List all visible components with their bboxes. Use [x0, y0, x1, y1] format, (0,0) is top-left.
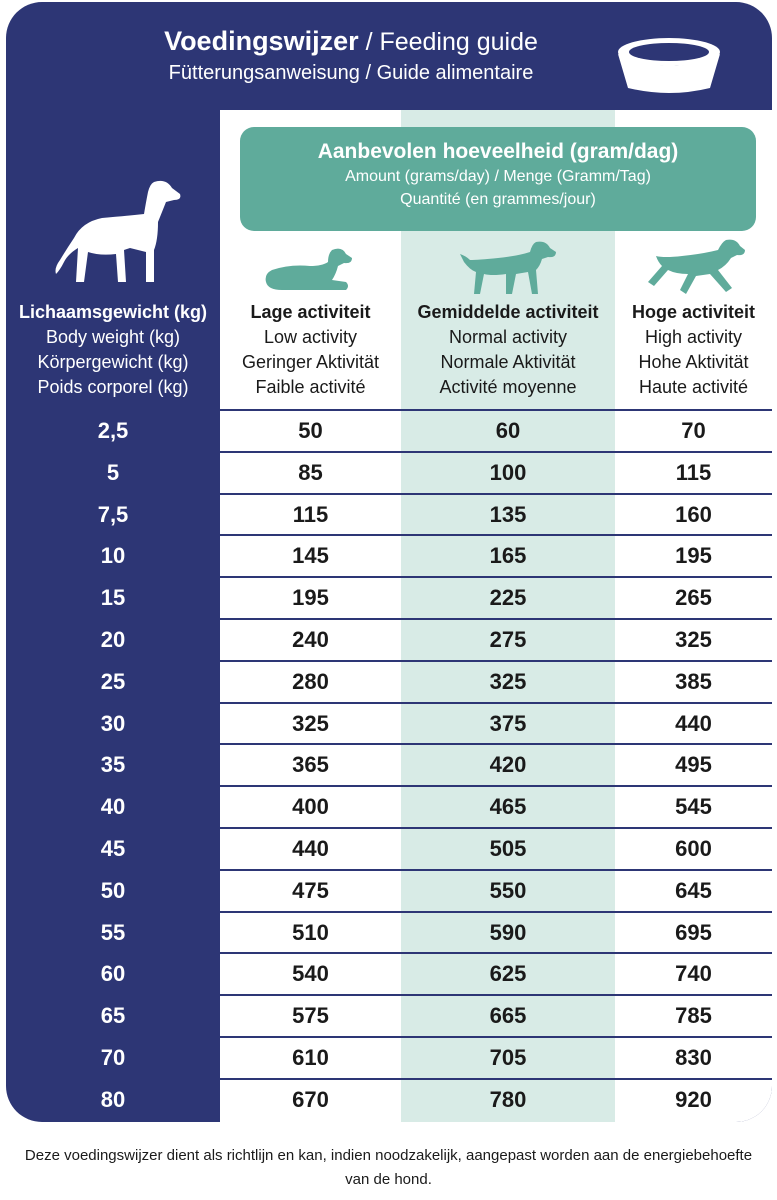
- table-row: [6, 1037, 772, 1079]
- walking-dog-icon: [458, 240, 558, 296]
- weight-cell: 25: [100, 668, 126, 694]
- low-activity-cell: 195: [292, 585, 329, 611]
- low-activity-cell: 240: [292, 627, 329, 652]
- table-row: [6, 995, 772, 1037]
- normal-activity-cell: 100: [489, 459, 527, 485]
- high-activity-cell: 195: [675, 543, 712, 569]
- normal-activity-cell: 275: [489, 627, 527, 652]
- weight-cell: 45: [100, 836, 126, 861]
- feeding-guide-card: [6, 2, 772, 1122]
- normal-activity-cell: 665: [489, 1003, 527, 1029]
- weight-header-nl: Lichaamsgewicht (kg): [18, 302, 208, 322]
- normal-activity-cell: 780: [489, 1086, 527, 1112]
- weight-cell: 10: [100, 543, 126, 569]
- weight-cell: 15: [100, 585, 126, 611]
- weight-cell: 65: [100, 1003, 126, 1029]
- normal-activity-de: Normale Aktivität: [440, 352, 576, 372]
- high-activity-cell: 830: [675, 1045, 712, 1070]
- normal-activity-cell: 325: [489, 668, 527, 694]
- low-activity-cell: 85: [298, 459, 323, 485]
- high-activity-header: [615, 300, 772, 400]
- title-block: [6, 24, 696, 87]
- weight-cell: 80: [100, 1086, 126, 1112]
- table-row: [6, 828, 772, 870]
- weight-cell: 50: [100, 877, 126, 903]
- food-bowl-icon: [614, 30, 724, 94]
- weight-cell: 40: [100, 794, 126, 820]
- weight-header-en: Body weight (kg): [45, 327, 181, 347]
- weight-cell: 2,5: [97, 418, 129, 443]
- amount-title: Aanbevolen hoeveelheid (gram/dag): [317, 140, 679, 163]
- weight-cell: 30: [100, 710, 126, 736]
- table-row: [6, 1079, 772, 1121]
- footnote: Deze voedingswijzer dient als richtlijn en kan, indien noodzakelijk, aangepast worden aan de energiebehoefte van de hond.: [24, 1147, 753, 1188]
- weight-header: [6, 300, 220, 400]
- high-activity-cell: 645: [675, 877, 712, 903]
- high-activity-cell: 160: [675, 501, 712, 527]
- low-activity-fr: Faible activité: [255, 377, 366, 397]
- low-activity-en: Low activity: [263, 327, 358, 347]
- weight-cell: 60: [100, 961, 126, 987]
- high-activity-de: Hohe Aktivität: [638, 352, 749, 372]
- table-row: [6, 577, 772, 619]
- high-activity-cell: 70: [681, 418, 706, 443]
- low-activity-cell: 670: [292, 1086, 329, 1112]
- table-row: [6, 661, 772, 703]
- lying-dog-icon: [262, 246, 354, 292]
- table-row: [6, 912, 772, 954]
- weight-cell: 70: [100, 1045, 126, 1070]
- low-activity-cell: 365: [292, 752, 329, 778]
- high-activity-cell: 325: [675, 627, 712, 652]
- high-activity-cell: 440: [675, 710, 712, 736]
- table-row: [6, 953, 772, 995]
- weight-cell: 55: [100, 919, 126, 945]
- title-suffix: / Feeding guide: [365, 28, 538, 56]
- weight-cell: 7,5: [97, 501, 129, 527]
- low-activity-cell: 280: [292, 668, 329, 694]
- normal-activity-cell: 465: [489, 794, 527, 820]
- table-row: [6, 410, 772, 452]
- normal-activity-cell: 60: [495, 418, 521, 443]
- high-activity-cell: 115: [675, 459, 712, 485]
- normal-activity-cell: 625: [489, 961, 527, 987]
- page-title: [6, 24, 696, 59]
- normal-activity-cell: 225: [489, 585, 527, 611]
- high-activity-cell: 740: [675, 961, 712, 987]
- normal-activity-cell: 375: [489, 710, 527, 736]
- table-row: [6, 619, 772, 661]
- low-activity-cell: 325: [292, 710, 329, 736]
- high-activity-en: High activity: [644, 327, 743, 347]
- table-row: [6, 744, 772, 786]
- amount-header-box: [240, 127, 756, 231]
- low-activity-cell: 510: [292, 919, 329, 945]
- low-activity-cell: 115: [292, 501, 329, 527]
- weight-header-de: Körpergewicht (kg): [37, 352, 189, 372]
- low-activity-cell: 475: [292, 877, 329, 903]
- high-activity-cell: 545: [675, 794, 712, 820]
- weight-cell: 20: [100, 627, 126, 652]
- dog-silhouette-icon: [54, 178, 184, 286]
- high-activity-cell: 385: [675, 668, 712, 694]
- normal-activity-cell: 505: [489, 836, 527, 861]
- weight-cell: 5: [106, 459, 120, 485]
- high-activity-cell: 695: [675, 919, 712, 945]
- high-activity-cell: 785: [675, 1003, 712, 1029]
- low-activity-cell: 440: [292, 836, 329, 861]
- high-activity-cell: 600: [675, 836, 712, 861]
- weight-cell: 35: [100, 752, 126, 778]
- normal-activity-cell: 135: [489, 501, 527, 527]
- page-subtitle: Fütterungsanweisung / Guide alimentaire: [168, 62, 534, 84]
- low-activity-cell: 540: [292, 961, 329, 987]
- normal-activity-en: Normal activity: [448, 327, 568, 347]
- title-main: Voedingswijzer: [164, 26, 359, 56]
- low-activity-cell: 610: [292, 1045, 329, 1070]
- weight-header-fr: Poids corporel (kg): [37, 377, 189, 397]
- low-activity-cell: 145: [292, 543, 329, 569]
- normal-activity-cell: 420: [489, 752, 527, 778]
- table-row: [6, 786, 772, 828]
- amount-subtitle-1: Amount (grams/day) / Menge (Gramm/Tag): [345, 168, 651, 185]
- table-row: [6, 535, 772, 577]
- low-activity-de: Geringer Aktivität: [241, 352, 380, 372]
- high-activity-nl: Hoge activiteit: [631, 302, 756, 322]
- normal-activity-cell: 165: [489, 543, 527, 569]
- table-row: [6, 870, 772, 912]
- low-activity-header: [220, 300, 401, 400]
- low-activity-cell: 400: [292, 794, 329, 820]
- normal-activity-header: [401, 300, 615, 400]
- running-dog-icon: [646, 238, 746, 296]
- high-activity-cell: 920: [675, 1086, 712, 1112]
- normal-activity-cell: 550: [489, 877, 527, 903]
- high-activity-cell: 265: [675, 585, 712, 611]
- low-activity-cell: 575: [292, 1003, 329, 1029]
- table-row: [6, 452, 772, 494]
- amount-subtitle-2: Quantité (en grammes/jour): [400, 191, 596, 208]
- table-row: [6, 703, 772, 745]
- normal-activity-cell: 705: [489, 1045, 527, 1070]
- high-activity-cell: 495: [675, 752, 712, 778]
- normal-activity-fr: Activité moyenne: [439, 377, 577, 397]
- normal-activity-cell: 590: [489, 919, 527, 945]
- normal-activity-nl: Gemiddelde activiteit: [417, 302, 599, 322]
- high-activity-fr: Haute activité: [638, 377, 749, 397]
- table-row: [6, 494, 772, 536]
- low-activity-cell: 50: [298, 418, 323, 443]
- low-activity-nl: Lage activiteit: [250, 302, 371, 322]
